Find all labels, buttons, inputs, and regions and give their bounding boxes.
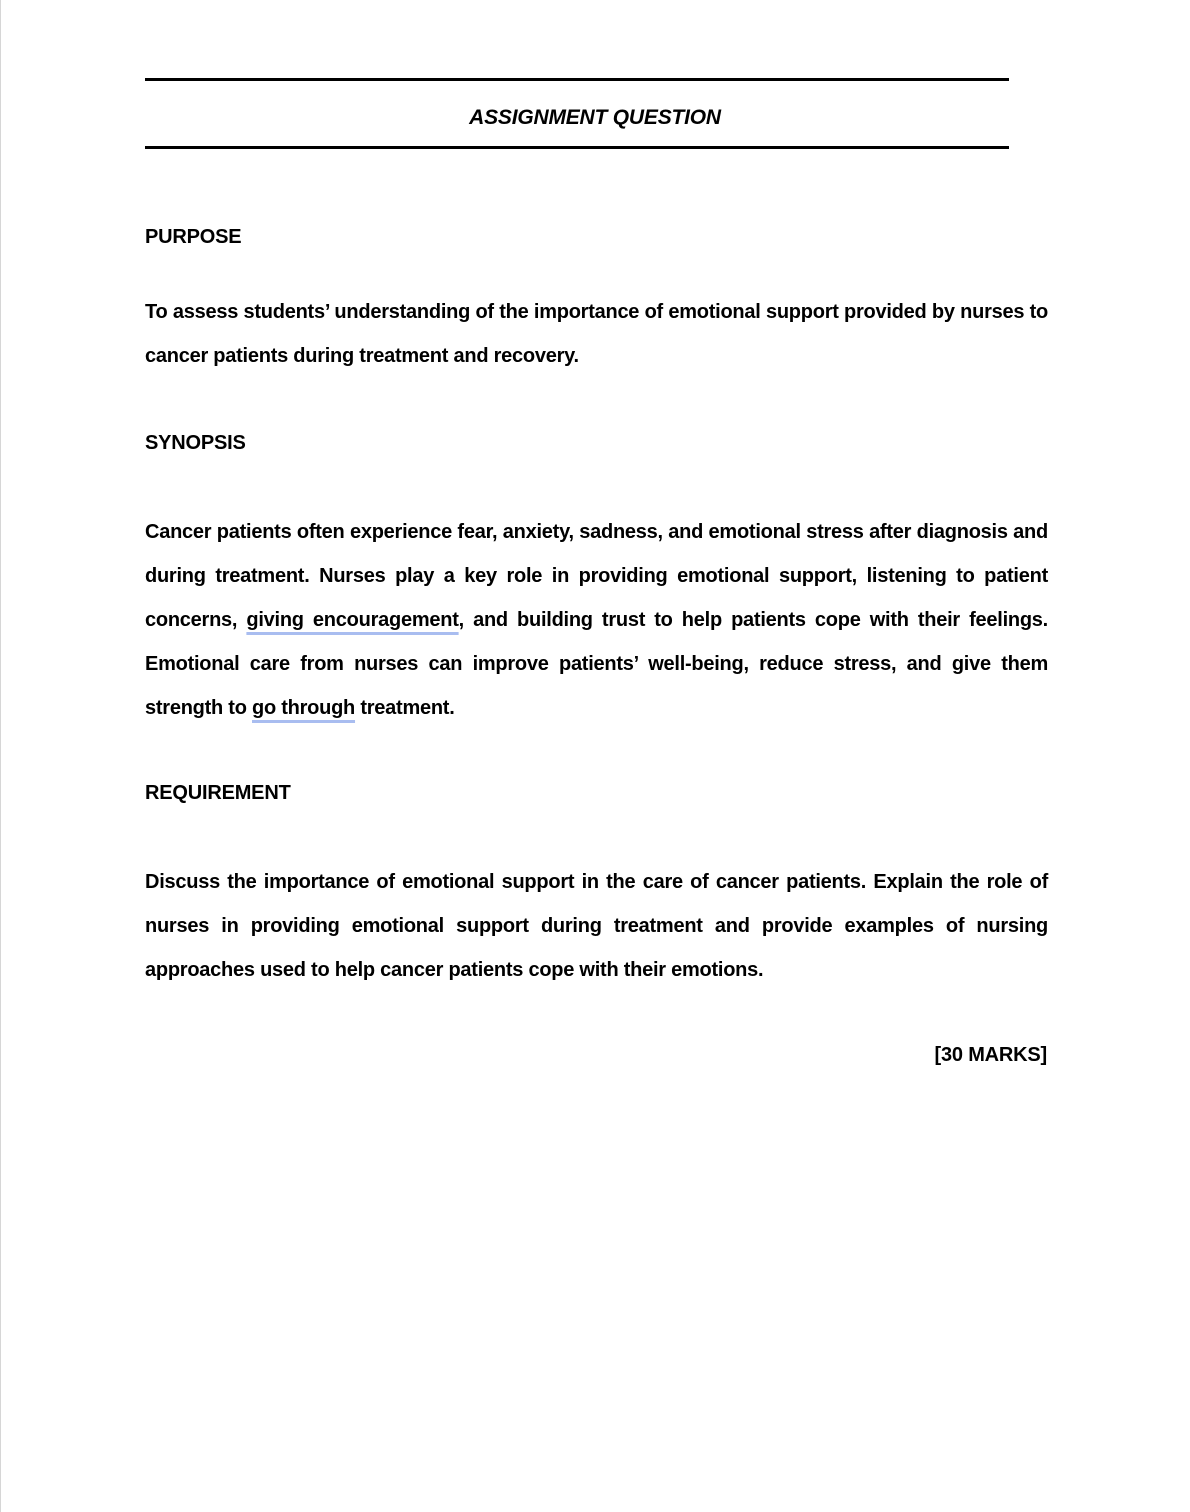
document-title: ASSIGNMENT QUESTION [469, 106, 721, 129]
grammar-suggestion-highlight[interactable]: giving encouragement [246, 609, 459, 631]
title-top-rule [145, 78, 1009, 81]
synopsis-text-part-2: , and building trust to help patients cope with their feelings. Emotional care from nurses can improve patients’ well-being, reduce stress, and give them strength to [145, 609, 1048, 719]
grammar-suggestion-highlight[interactable]: go through [252, 697, 356, 719]
synopsis-text [145, 510, 1048, 730]
requirement-heading: REQUIREMENT [145, 782, 291, 804]
marks-label: [30 MARKS] [934, 1044, 1047, 1066]
requirement-text: Discuss the importance of emotional support in the care of cancer patients. Explain the role of nurses in providing emotional support during treatment and provide examples of nursing approaches used to help cancer patients cope with their emotions. [145, 871, 1048, 981]
purpose-heading: PURPOSE [145, 226, 242, 248]
synopsis-text-part-3: treatment. [355, 697, 455, 719]
title-bottom-rule [145, 146, 1009, 149]
synopsis-heading: SYNOPSIS [145, 432, 246, 454]
synopsis-text-part-1: Cancer patients often experience fear, anxiety, sadness, and emotional stress after diagnosis and during treatment. Nurses play a key role in providing emotional support, listening to patient concerns, [145, 521, 1048, 631]
purpose-text: To assess students’ understanding of the importance of emotional support provided by nurses to cancer patients during treatment and recovery. [145, 301, 1048, 367]
